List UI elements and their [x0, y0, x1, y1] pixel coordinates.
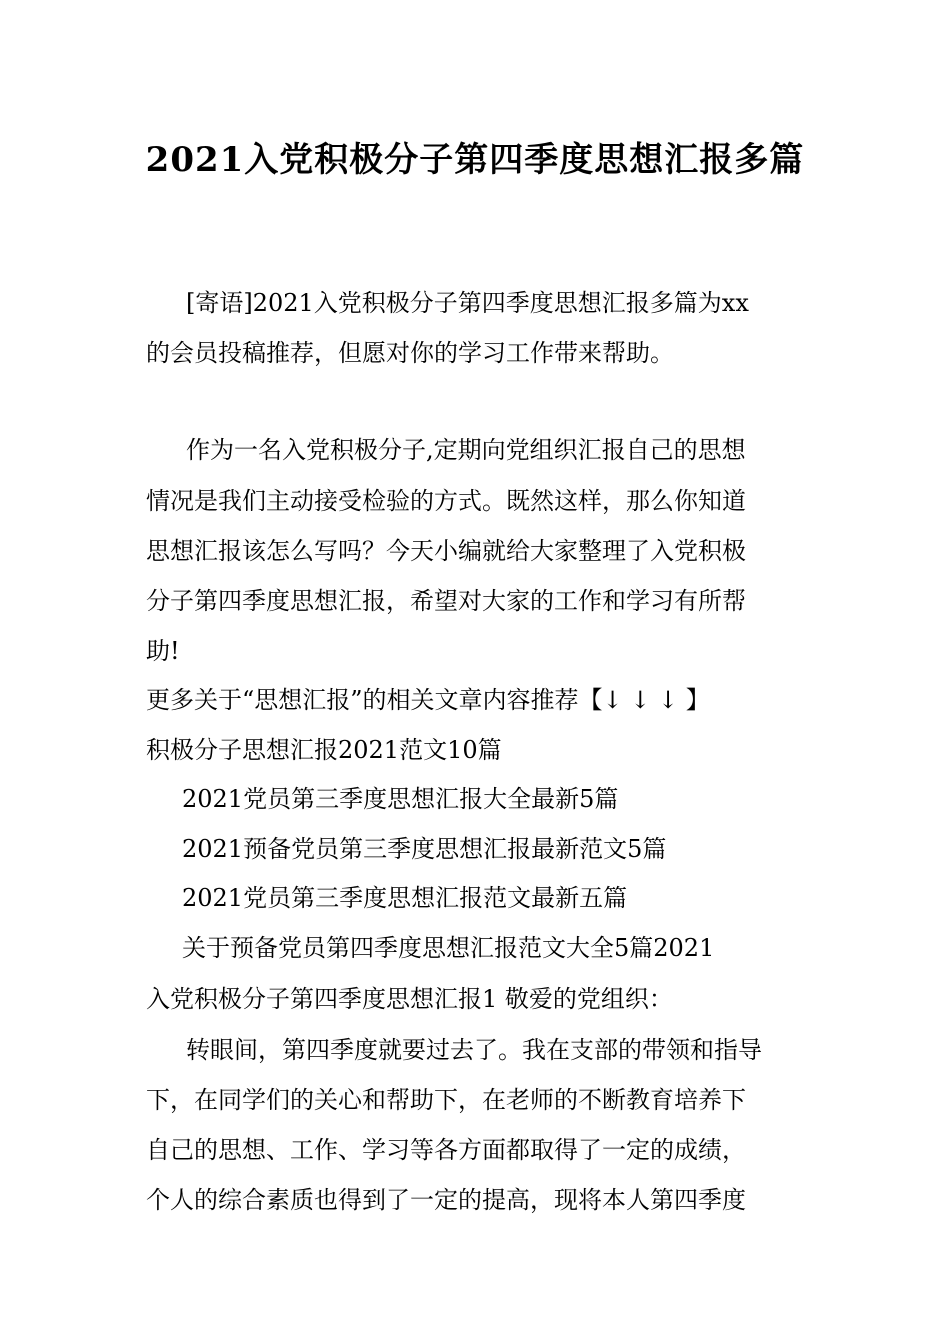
section-heading-line: 入党积极分子第四季度思想汇报1 敬爱的党组织： — [146, 985, 673, 1013]
paragraph-line: 情况是我们主动接受检验的方式。既然这样，那么你知道 — [146, 487, 746, 515]
related-articles-heading: 更多关于“思想汇报”的相关文章内容推荐【↓ ↓ ↓ 】 — [146, 686, 710, 714]
document-title: 2021入党积极分子第四季度思想汇报多篇 — [145, 140, 805, 180]
related-article-link[interactable]: 关于预备党员第四季度思想汇报范文大全5篇2021 — [182, 934, 715, 962]
related-article-link[interactable]: 2021预备党员第三季度思想汇报最新范文5篇 — [182, 835, 667, 863]
paragraph-line: 下，在同学们的关心和帮助下，在老师的不断教育培养下 — [146, 1086, 746, 1114]
paragraph-line: 自己的思想、工作、学习等各方面都取得了一定的成绩， — [146, 1136, 746, 1164]
paragraph-line: 转眼间，第四季度就要过去了。我在支部的带领和指导 — [186, 1036, 762, 1064]
related-article-link[interactable]: 积极分子思想汇报2021范文10篇 — [146, 736, 502, 764]
paragraph-line: 的会员投稿推荐，但愿对你的学习工作带来帮助。 — [146, 339, 674, 367]
paragraph-line: [寄语]2021入党积极分子第四季度思想汇报多篇为xx — [186, 289, 749, 317]
related-article-link[interactable]: 2021党员第三季度思想汇报大全最新5篇 — [182, 785, 619, 813]
paragraph-line: 分子第四季度思想汇报，希望对大家的工作和学习有所帮 — [146, 587, 746, 615]
related-article-link[interactable]: 2021党员第三季度思想汇报范文最新五篇 — [182, 884, 628, 912]
paragraph-line: 思想汇报该怎么写吗？今天小编就给大家整理了入党积极 — [146, 537, 746, 565]
paragraph-line: 个人的综合素质也得到了一定的提高，现将本人第四季度 — [146, 1186, 746, 1214]
paragraph-line: 助! — [146, 637, 180, 665]
paragraph-line: 作为一名入党积极分子,定期向党组织汇报自己的思想 — [186, 436, 746, 464]
